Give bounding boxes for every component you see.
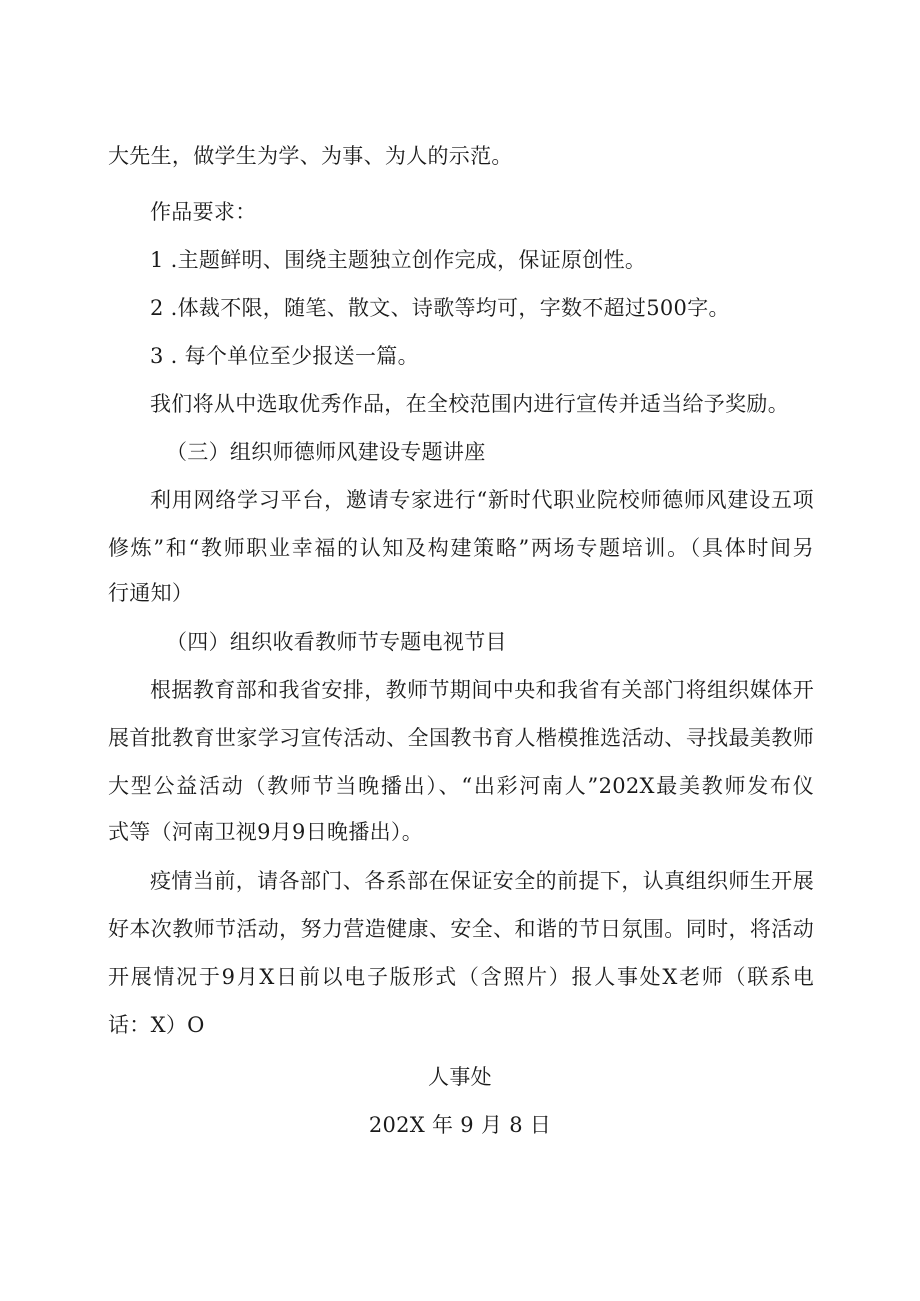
section-heading: （四）组织收看教师节专题电视节目 [166,630,507,654]
section-heading: （三）组织师德师风建设专题讲座 [166,440,486,464]
paragraph-line: 利用网络学习平台，邀请专家进行“新时代职业院校师德师风建设五项 [150,488,814,512]
paragraph-line: 展首批教育世家学习宣传活动、全国教书育人楷模推选活动、寻找最美教师 [108,726,814,750]
paragraph-line: 大型公益活动（教师节当晚播出）、“出彩河南人”202X最美教师发布仪 [108,774,814,798]
paragraph-line: 话：X）O [108,1013,205,1037]
section-label: 作品要求： [150,200,257,224]
list-item: 1 .主题鲜明、围绕主题独立创作完成，保证原创性。 [150,248,647,272]
paragraph-line: 疫情当前，请各部门、各系部在保证安全的前提下，认真组织师生开展 [150,869,814,893]
list-item: 2 .体裁不限，随笔、散文、诗歌等均可，字数不超过500字。 [150,296,730,320]
signature-date: 202X 年 9 月 8 日 [368,1113,552,1137]
paragraph-line: 大先生，做学生为学、为事、为人的示范。 [108,144,513,168]
paragraph-line: 好本次教师节活动，努力营造健康、安全、和谐的节日氛围。同时，将活动 [108,917,814,941]
paragraph-line: 修炼”和“教师职业幸福的认知及构建策略”两场专题培训。（具体时间另 [108,536,814,560]
paragraph-line: 式等（河南卫视9月9日晚播出）。 [108,820,424,844]
paragraph-line: 根据教育部和我省安排，教师节期间中央和我省有关部门将组织媒体开 [150,678,814,702]
paragraph-line: 行通知） [108,581,194,605]
list-item: 3 . 每个单位至少报送一篇。 [150,344,419,368]
paragraph-line: 开展情况于9月X日前以电子版形式（含照片）报人事处X老师（联系电 [108,965,814,989]
signature-department: 人事处 [428,1065,492,1089]
paragraph-line: 我们将从中选取优秀作品，在全校范围内进行宣传并适当给予奖励。 [150,392,789,416]
